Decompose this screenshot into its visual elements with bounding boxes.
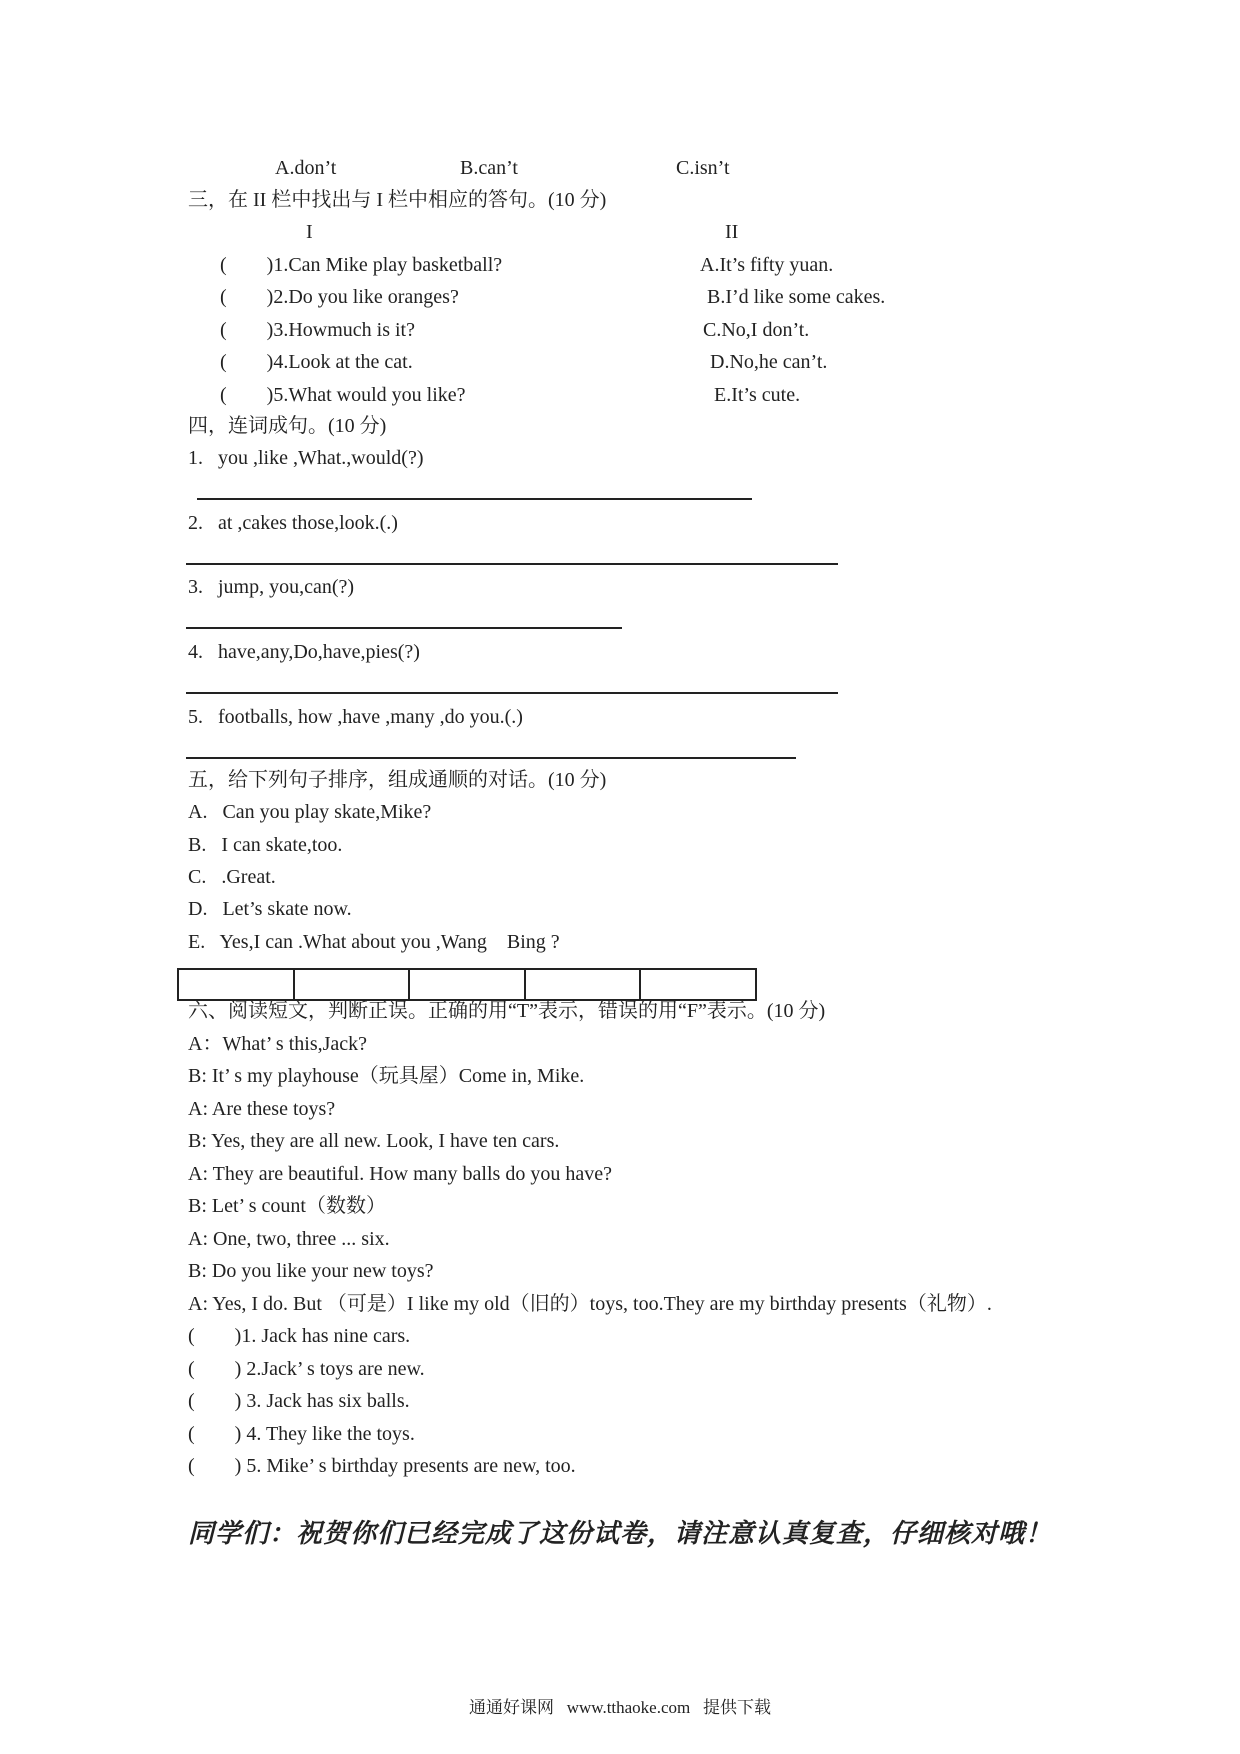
- true-false-item: ( ) 5. Mike’ s birthday presents are new, too.: [188, 1455, 576, 1477]
- reading-dialogue-line: A: Are these toys?: [188, 1098, 336, 1120]
- matching-answer: E.It’s cute.: [714, 384, 801, 406]
- ordering-answer-cell[interactable]: [641, 970, 755, 999]
- q2-option-c: C.isn’t: [676, 157, 730, 179]
- matching-answer: C.No,I don’t.: [703, 319, 810, 341]
- true-false-item: ( ) 3. Jack has six balls.: [188, 1390, 410, 1412]
- reading-dialogue-line: A：What’ s this,Jack?: [188, 1033, 368, 1055]
- dialogue-sentence: C. .Great.: [188, 866, 276, 888]
- word-order-item: 1. you ,like ,What.,would(?): [188, 447, 424, 469]
- q2-option-a: A.don’t: [275, 157, 337, 179]
- reading-dialogue-line: A: One, two, three ... six.: [188, 1228, 390, 1250]
- matching-question: ( )2.Do you like oranges?: [220, 286, 459, 308]
- matching-answer: A.It’s fifty yuan.: [700, 254, 834, 276]
- section-4-title: 四，连词成句。(10 分): [188, 415, 387, 437]
- reading-dialogue-line: B: Let’ s count（数数）: [188, 1195, 386, 1217]
- dialogue-sentence: D. Let’s skate now.: [188, 898, 352, 920]
- word-order-item: 2. at ,cakes those,look.(.): [188, 512, 398, 534]
- dialogue-sentence: E. Yes,I can .What about you ,Wang Bing ?: [188, 931, 560, 953]
- section-5-title: 五，给下列句子排序，组成通顺的对话。(10 分): [188, 769, 607, 791]
- ordering-answer-boxes: [177, 968, 757, 1001]
- dialogue-sentence: B. I can skate,too.: [188, 834, 343, 856]
- ordering-answer-cell[interactable]: [526, 970, 642, 999]
- section-3-title: 三，在 II 栏中找出与 I 栏中相应的答句。(10 分): [188, 189, 607, 211]
- answer-line: [186, 563, 838, 565]
- matching-answer: B.I’d like some cakes.: [707, 286, 886, 308]
- reading-dialogue-line: A: Yes, I do. But （可是）I like my old（旧的）toys, too.They are my birthday presents（礼物）.: [188, 1293, 992, 1315]
- matching-answer: D.No,he can’t.: [710, 351, 828, 373]
- matching-question: ( )5.What would you like?: [220, 384, 466, 406]
- ordering-answer-cell[interactable]: [295, 970, 411, 999]
- matching-question: ( )4.Look at the cat.: [220, 351, 413, 373]
- answer-line: [186, 692, 838, 694]
- reading-dialogue-line: B: Yes, they are all new. Look, I have ten cars.: [188, 1130, 560, 1152]
- reading-dialogue-line: B: Do you like your new toys?: [188, 1260, 434, 1282]
- section-3-column-2: II: [725, 221, 739, 243]
- word-order-item: 5. footballs, how ,have ,many ,do you.(.): [188, 706, 523, 728]
- closing-message: 同学们：祝贺你们已经完成了这份试卷，请注意认真复查，仔细核对哦！: [188, 1519, 1053, 1549]
- matching-question: ( )3.Howmuch is it?: [220, 319, 415, 341]
- answer-line: [197, 498, 752, 500]
- section-6-title: 六、阅读短文，判断正误。正确的用“T”表示，错误的用“F”表示。(10 分): [188, 1000, 826, 1022]
- true-false-item: ( ) 2.Jack’ s toys are new.: [188, 1358, 425, 1380]
- true-false-item: ( )1. Jack has nine cars.: [188, 1325, 411, 1347]
- page-footer: 通通好课网 www.tthaoke.com 提供下载: [468, 1698, 772, 1717]
- dialogue-sentence: A. Can you play skate,Mike?: [188, 801, 432, 823]
- matching-question: ( )1.Can Mike play basketball?: [220, 254, 503, 276]
- answer-line: [186, 627, 622, 629]
- true-false-item: ( ) 4. They like the toys.: [188, 1423, 415, 1445]
- word-order-item: 3. jump, you,can(?): [188, 576, 355, 598]
- q2-option-b: B.can’t: [460, 157, 518, 179]
- answer-line: [186, 757, 796, 759]
- section-3-column-1: I: [306, 221, 313, 243]
- ordering-answer-cell[interactable]: [179, 970, 295, 999]
- reading-dialogue-line: B: It’ s my playhouse（玩具屋）Come in, Mike.: [188, 1065, 585, 1087]
- word-order-item: 4. have,any,Do,have,pies(?): [188, 641, 420, 663]
- ordering-answer-cell[interactable]: [410, 970, 526, 999]
- reading-dialogue-line: A: They are beautiful. How many balls do you have?: [188, 1163, 612, 1185]
